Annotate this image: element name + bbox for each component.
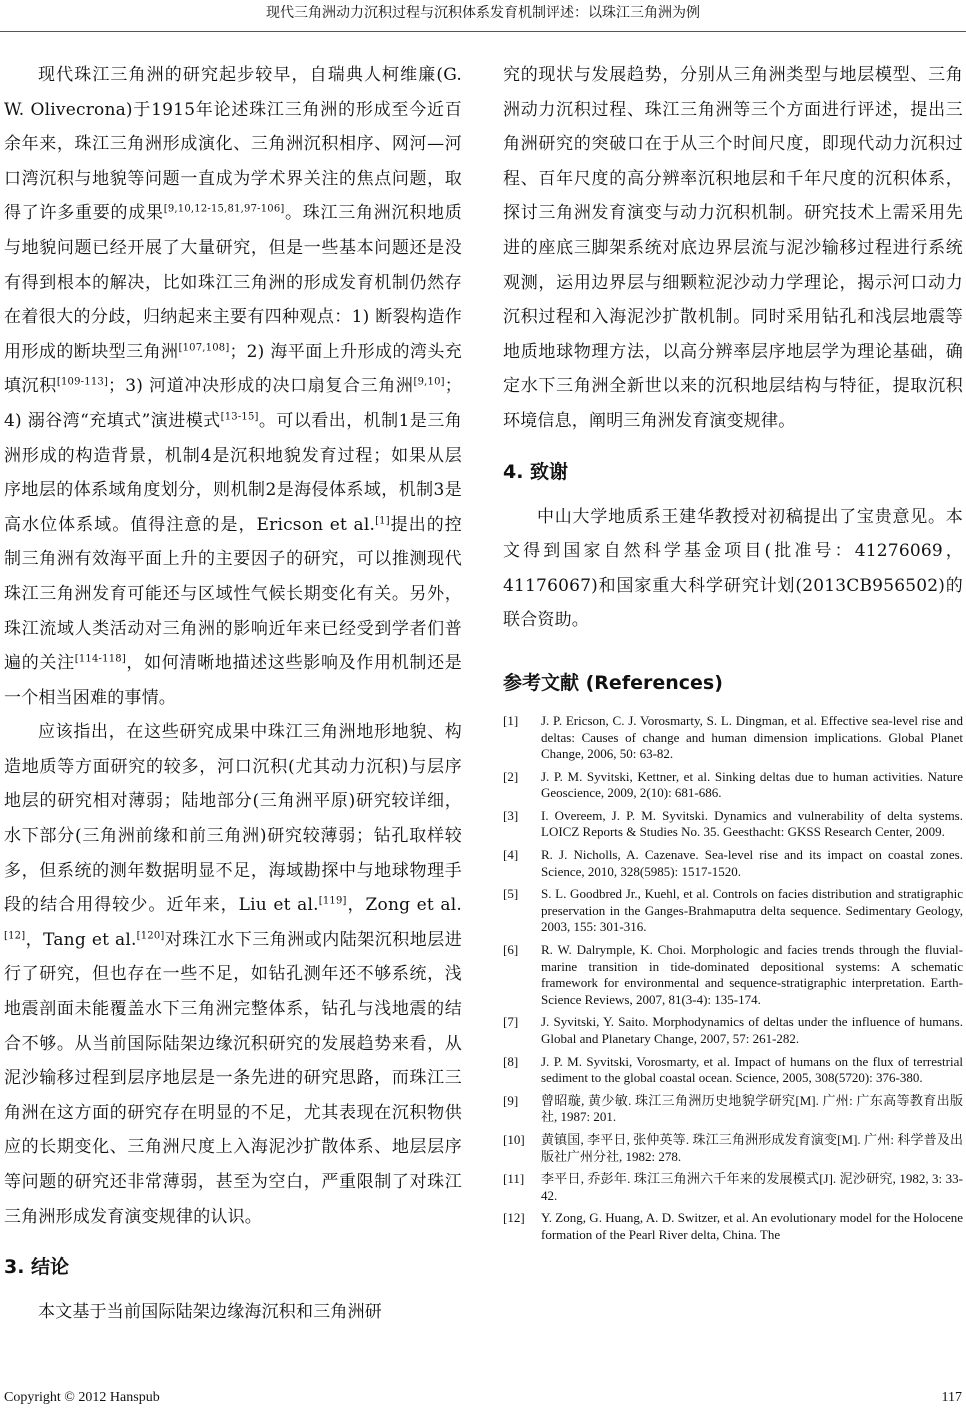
reference-item: [2] J. P. M. Syvitski, Kettner, et al. Sinking deltas due to human activities. Nature Geoscience, 2009, 2(10): 681-686.	[503, 768, 963, 801]
reference-list	[503, 713, 963, 1244]
reference-item: [8] J. P. M. Syvitski, Vorosmarty, et al. Impact of humans on the flux of terrestrial sediment to the global coastal ocean. Science, 2005, 308(5720): 376-380.	[503, 1053, 963, 1086]
left-column	[4, 58, 462, 1330]
paragraph-acknowledgement: 中山大学地质系王建华教授对初稿提出了宝贵意见。本文得到国家自然科学基金项目(批准号：41276069，41176067)和国家重大科学研究计划(2013CB956502)的联合资助。	[503, 506, 963, 631]
reference-item: [10] 黄镇国, 李平日, 张仲英等. 珠江三角洲形成发育演变[M]. 广州: 科学普及出版社广州分社, 1982: 278.	[503, 1131, 963, 1164]
references-heading: 参考文献 (References)	[503, 671, 723, 694]
page-footer	[4, 1390, 962, 1406]
paragraph-research-gaps: 应该指出，在这些研究成果中珠江三角洲地形地貌、构造地质等方面研究的较多，河口沉积(尤其动力沉积)与层序地层的研究相对薄弱；陆地部分(三角洲平原)研究较详细，水下部分(三角洲前缘和前三角洲)研究较薄弱；钻孔取样较多，但系统的测年数据明显不足，海域勘探中与地球物理手段的结合用得较少。近年来，Liu et al.[119]，Zong et al.[12]，Tang et al.[120]对珠江水下三角洲或内陆架沉积地层进行了研究，但也存在一些不足，如钻孔测年还不够系统，浅地震剖面未能覆盖水下三角洲完整体系，钻孔与浅地震的结合不够。从当前国际陆架边缘沉积研究的发展趋势来看，从泥沙输移过程到层序地层是一条先进的研究思路，而珠江三角洲在这方面的研究存在明显的不足，尤其表现在沉积物供应的长期变化、三角洲尺度上入海泥沙扩散体系、地层层序等问题的研究还非常薄弱，甚至为空白，严重限制了对珠江三角洲形成发育演变规律的认识。	[4, 722, 462, 1227]
section-heading-acknowledgement: 4. 致谢	[503, 460, 569, 483]
paragraph-conclusion-start: 本文基于当前国际陆架边缘海沉积和三角洲研	[38, 1302, 382, 1323]
reference-item: [6] R. W. Dalrymple, K. Choi. Morphologic and facies trends through the fluvial-marine transition in tide-dominated depositional systems: A schematic framework for environmental and sequence-stratigraphic interpretation. Earth-Science Reviews, 2007, 81(3-4): 135-174.	[503, 942, 963, 1007]
reference-item: [5] S. L. Goodbred Jr., Kuehl, et al. Controls on facies distribution and stratigraphic preservation in the Ganges-Brahmaputra delta sequence. Sedimentary Geology, 2003, 155: 301-316.	[503, 886, 963, 935]
reference-item: [11] 李平日, 乔彭年. 珠江三角洲六千年来的发展模式[J]. 泥沙研究, 1982, 3: 33-42.	[503, 1171, 963, 1203]
reference-item: [7] J. Syvitski, Y. Saito. Morphodynamics of deltas under the influence of humans. Global and Planetary Change, 2007, 57: 261-282.	[503, 1014, 963, 1046]
reference-item: [4] R. J. Nicholls, A. Cazenave. Sea-level rise and its impact on coastal zones. Science, 2010, 328(5985): 1517-1520.	[503, 847, 963, 879]
paragraph-history: 现代珠江三角洲的研究起步较早，自瑞典人柯维廉(G. W. Olivecrona)于1915年论述珠江三角洲的形成至今近百余年来，珠江三角洲形成演化、三角洲沉积相序、网河—河口湾沉积与地貌等问题一直成为学术界关注的焦点问题，取得了许多重要的成果[9,10,12-15,81,97-106]。珠江三角洲沉积地质与地貌问题已经开展了大量研究，但是一些基本问题还是没有得到根本的解决，比如珠江三角洲的形成发育机制仍然存在着很大的分歧，归纳起来主要有四种观点：1) 断裂构造作用形成的断块型三角洲[107,108]；2) 海平面上升形成的湾头充填沉积[109-113]；3) 河道冲决形成的决口扇复合三角洲[9,10]；4) 溺谷湾“充填式”演进模式[13-15]。可以看出，机制1是三角洲形成的构造背景，机制4是沉积地貌发育过程；如果从层序地层的体系域角度划分，则机制2是海侵体系域，机制3是高水位体系域。值得注意的是，Ericson et al.[1]提出的控制三角洲有效海平面上升的主要因子的研究，可以推测现代珠江三角洲发育可能还与区域性气候长期变化有关。另外，珠江流域人类活动对三角洲的影响近年来已经受到学者们普遍的关注[114-118]，如何清晰地描述这些影响及作用机制还是一个相当困难的事情。	[4, 65, 462, 708]
reference-item: [3] I. Overeem, J. P. M. Syvitski. Dynamics and vulnerability of delta systems. LOICZ Reports & Studies No. 35. Geesthacht: GKSS Research Center, 2009.	[503, 807, 963, 840]
reference-item: [1] J. P. Ericson, C. J. Vorosmarty, S. L. Dingman, et al. Effective sea-level rise and deltas: Causes of change and human dimension implications. Global Planet Change, 2006, 50: 63-82.	[503, 712, 963, 762]
reference-item: [9] 曾昭璇, 黄少敏. 珠江三角洲历史地貌学研究[M]. 广州: 广东高等教育出版社, 1987: 201.	[503, 1092, 963, 1125]
paragraph-conclusion-cont: 究的现状与发展趋势，分别从三角洲类型与地层模型、三角洲动力沉积过程、珠江三角洲等三个方面进行评述，提出三角洲研究的突破口在于从三个时间尺度，即现代动力沉积过程、百年尺度的高分辨率沉积地层和千年尺度的沉积体系，探讨三角洲发育演变与动力沉积机制。研究技术上需采用先进的座底三脚架系统对底边界层流与泥沙输移过程进行系统观测，运用边界层与细颗粒泥沙动力学理论，揭示河口动力沉积过程和入海泥沙扩散机制。同时采用钻孔和浅层地震等地质地球物理方法，以高分辨率层序地层学为理论基础，确定水下三角洲全新世以来的沉积地层结构与特征，提取沉积环境信息，阐明三角洲发育演变规律。	[503, 65, 963, 431]
running-title: 现代三角洲动力沉积过程与沉积体系发育机制评述：以珠江三角洲为例	[266, 5, 700, 21]
copyright-notice: Copyright © 2012 Hanspub	[4, 1390, 160, 1405]
reference-item: [12] Y. Zong, G. Huang, A. D. Switzer, et al. An evolutionary model for the Holocene formation of the Pearl River delta, China. The	[503, 1210, 963, 1242]
running-header	[0, 0, 966, 32]
section-heading-conclusion: 3. 结论	[4, 1256, 70, 1279]
page-number: 117	[941, 1390, 962, 1405]
right-column	[503, 58, 963, 1250]
